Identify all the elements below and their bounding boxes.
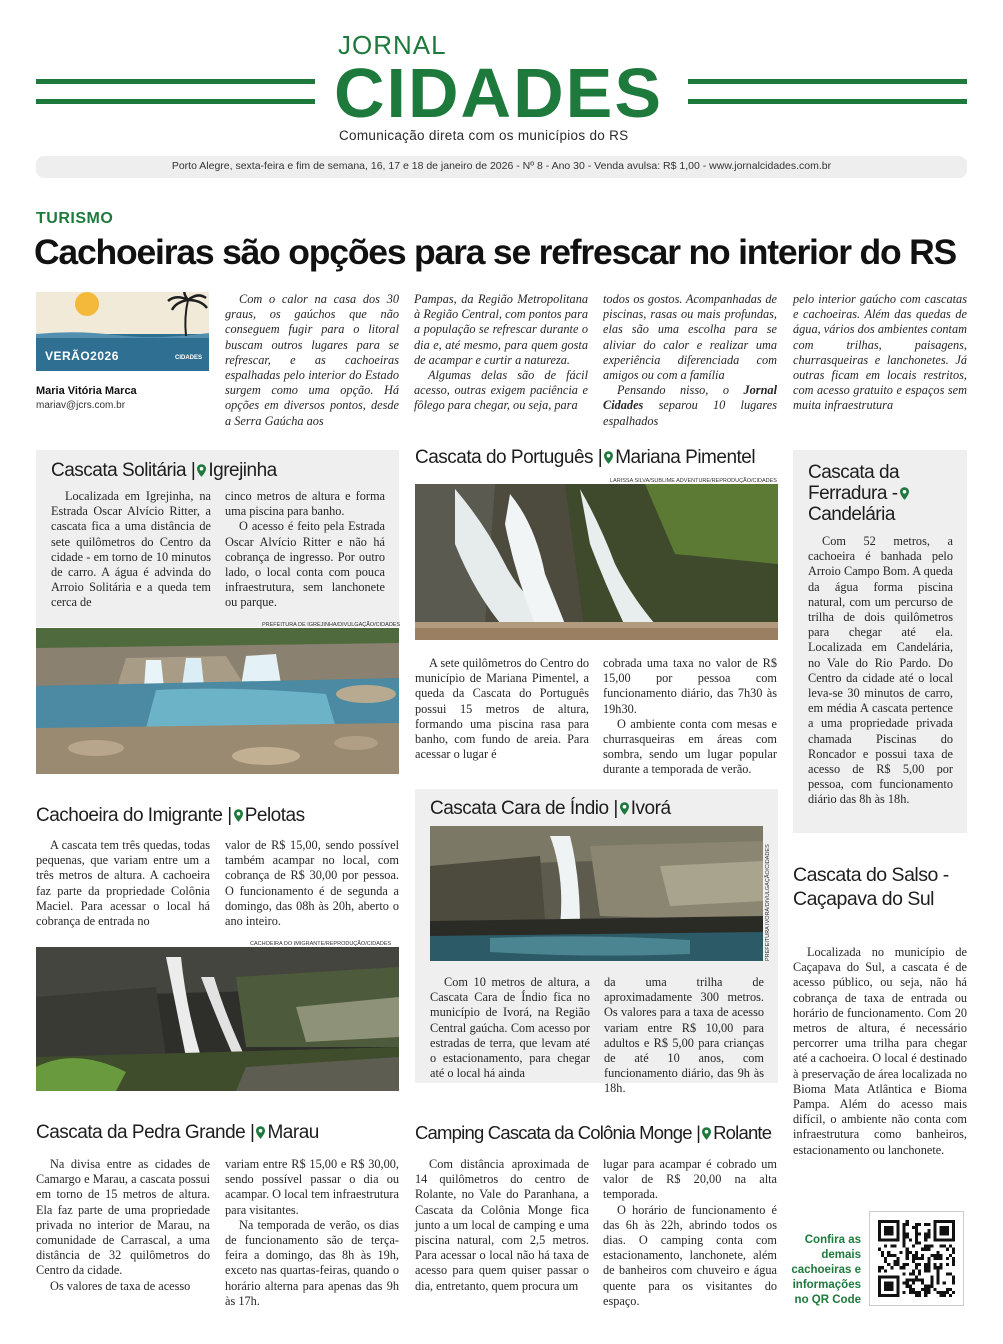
qr-code-icon xyxy=(878,1220,955,1297)
imigrante-col-2: valor de R$ 15,00, sendo possível também acampar no local, com cobrança de R$ 30,00 por pessoa. O funcionamento é de segunda a domingo, das 08h às 20h, aberto o ano inteiro. xyxy=(225,838,399,929)
imigrante-title: Cachoeira do Imigrante | Pelotas xyxy=(36,805,305,826)
portugues-col-1: A sete quilômetros do Centro do município de Mariana Pimentel, a queda da Cascata do Português possui 15 metros de altura, formando uma piscina rasa para banho, com fundo de areia. Para acessar o lugar é xyxy=(415,656,589,762)
colonia-col-1: Com distância aproximada de 14 quilômetros do centro de Rolante, no Vale do Paranhana, a Cascata da Colônia Monge fica junto a um local de camping e uma piscina natural, com 2,5 metros. Para acessar o local não há taxa de acesso para quem quiser passar o dia, entretanto, quem procura um xyxy=(415,1157,589,1293)
intro-col-1: Com o calor na casa dos 30 graus, os gaúchos que não conseguem fugir para o litoral buscam outros lugares para se refrescar, e as cachoeiras espalhadas pelo interior do Estado surgem como uma opção. Há opções em diversos pontos, desde a Serra Gaúcha aos xyxy=(225,292,399,428)
section-label: TURISMO xyxy=(36,210,114,227)
summer-logo-brand: CIDADES xyxy=(175,355,203,361)
summer-logo xyxy=(36,292,209,371)
location-pin-icon xyxy=(702,1127,711,1140)
solitaria-col-2: cinco metros de altura e forma uma piscina para banho. O acesso é feito pela Estrada Oscar Alvício Ritter e não há cobrança de ingresso. Por outro lado, o local conta com pouca infraestrutura, sem lanchonete ou parque. xyxy=(225,489,385,610)
summer-logo-label: VERÃO2026 xyxy=(45,349,119,363)
caraindio-title: Cascata Cara de Índio | Ivorá xyxy=(430,798,671,819)
location-pin-icon xyxy=(197,464,206,477)
qr-code[interactable] xyxy=(869,1211,964,1306)
caraindio-photo-credit: PREFEITURA IVORÁ/DIVULGAÇÃO/CIDADES xyxy=(765,844,771,961)
masthead-tagline: Comunicação direta com os municípios do RS xyxy=(339,128,629,143)
pedragrande-col-2: variam entre R$ 15,00 e R$ 30,00, sendo possível passar o dia ou acampar. O local tem infraestrutura para visitantes. Na temporada de verão, os dias de funcionamento são de terça-feira a domingo, das 8h às 19h, exceto nas quartas-feiras, quando o horário alterna para apenas das 9h às 17h. xyxy=(225,1157,399,1308)
colonia-col-2: lugar para acampar é cobrado um valor de R$ 20,00 na alta temporada. O horário de funcionamento é das 6h às 22h, abrindo todos os dias. O camping conta com estacionamento, lanchonete, além de banheiros com chuveiro e água quente para os visitantes do espaço. xyxy=(603,1157,777,1308)
location-pin-icon xyxy=(234,809,243,822)
masthead-cidades: CIDADES xyxy=(334,54,664,132)
author-name: Maria Vitória Marca xyxy=(36,385,137,397)
pedragrande-title: Cascata da Pedra Grande | Marau xyxy=(36,1122,319,1143)
intro-col-4: pelo interior gaúcho com cascatas e cachoeiras. Além das quedas de água, vários dos ambientes contam com trilhas, paisagens, churrasqueiras e lanchonetes. Já outras ficam em locais restritos, com acesso gratuito e espaços sem muita infraestrutura xyxy=(793,292,967,413)
imigrante-photo xyxy=(36,947,399,1091)
headline: Cachoeiras são opções para se refrescar no interior do RS xyxy=(34,232,957,272)
author-email: mariav@jcrs.com.br xyxy=(36,400,126,411)
solitaria-col-1: Localizada em Igrejinha, na Estrada Oscar Alvício Ritter, a cascata fica a uma distância de sete quilômetros do Centro da cidade - em torno de 10 minutos de carro. A água é advinda do Arroio Solitária e a queda tem cerca de xyxy=(51,489,211,610)
location-pin-icon xyxy=(604,451,613,464)
ferradura-text: Com 52 metros, a cachoeira é banhada pelo Arroio Campo Bom. A queda da água forma piscina natural, com um percurso de trilha de dois quilômetros para chegar até ela. Localizada em Candelária, no Vale do Rio Pardo. Do Centro da cidade até o local leva-se 30 minutos de carro, em média A cascata pertence a uma propriedade privada chamada Piscinas do Roncador e possui taxa de acesso de R$ 5,00 por pessoa, com funcionamento diário das 8h às 18h. xyxy=(808,534,953,807)
salso-title: Cascata do Salso - Caçapava do Sul xyxy=(793,864,949,910)
location-pin-icon xyxy=(256,1126,265,1139)
portugues-photo xyxy=(415,484,778,640)
location-pin-icon xyxy=(620,802,629,815)
intro-col-2: Pampas, da Região Metropolitana à Região Central, com pontos para a população se refrescar durante o dia e, até mesmo, para quem gosta de acampar e curtir a natureza. Algumas delas são de fácil acesso, outras exigem paciência e fôlego para chegar, ou seja, para xyxy=(414,292,588,413)
ferradura-title: Cascata da Ferradura - Candelária xyxy=(808,462,958,525)
caraindio-col-1: Com 10 metros de altura, a Cascata Cara de Índio fica no município de Ivorá, na Região Central gaúcha. Com acesso por estradas de terra, que levam até o estacionamento, para chegar até o local há ainda xyxy=(430,975,590,1081)
qr-caption: Confira as demais cachoeiras e informações no QR Code xyxy=(791,1234,861,1306)
caraindio-col-2: da uma trilha de aproximadamente 300 metros. Os valores para a taxa de acesso variam entre R$ 10,00 para adultos e R$ 5,00 para crianças de até 10 anos, com funcionamento diário, das 9h às 18h. xyxy=(604,975,764,1096)
imigrante-col-1: A cascata tem três quedas, todas pequenas, que variam entre um a três metros de altura. A cachoeira faz parte da propriedade Colônia Maciel. Para acessar o local há cobrança de entrada no xyxy=(36,838,210,929)
colonia-title: Camping Cascata da Colônia Monge | Rolante xyxy=(415,1122,772,1143)
salso-text: Localizada no município de Caçapava do Sul, a cascata é de acesso público, ou seja, não há cobrança de taxa de entrada ou horário de funcionamento. Com 20 metros de altura, é necessário percorrer uma trilha para chegar até a cachoeira. O local é destinado à preservação de área localizada no Bioma Mata Atlântica e Bioma Pampa. Além do acesso mais difícil, o ambiente não conta com infraestrutura como banheiros, estacionamento ou lanchonete. xyxy=(793,945,967,1157)
intro-col-3: todos os gostos. Acompanhadas de piscinas, rasas ou mais profundas, elas são uma escolha para se aliviar do calor e realizar uma experiência diferenciada com amigos ou com a família Pensando nisso, o Jornal Cidades separou 10 lugares espalhados xyxy=(603,292,777,428)
imigrante-photo-credit: CACHOEIRA DO IMIGRANTE/REPRODUÇÃO/CIDADES xyxy=(250,941,392,947)
location-pin-icon xyxy=(900,487,909,500)
pedragrande-col-1: Na divisa entre as cidades de Camargo e Marau, a cascata possui em torno de 15 metros de altura. Ela faz parte de uma propriedade privada no interior de Marau, na comunidade de Carrascal, a uma distância de 32 quilômetros do Centro da cidade. Os valores de taxa de acesso xyxy=(36,1157,210,1293)
solitaria-photo-credit: PREFEITURA DE IGREJINHA/DIVULGAÇÃO/CIDADES xyxy=(262,622,401,628)
solitaria-photo xyxy=(36,628,399,774)
solitaria-title: Cascata Solitária | Igrejinha xyxy=(51,460,277,481)
portugues-photo-credit: LARISSA SILVA/SUBLIME ADVENTURE/REPRODUÇÃO/CIDADES xyxy=(610,478,777,484)
masthead-jornal: JORNAL xyxy=(338,30,447,60)
portugues-col-2: cobrada uma taxa no valor de R$ 15,00 por pessoa com funcionamento diário, das 7h30 às 19h30. O ambiente conta com mesas e churrasqueiras em áreas com sombra, sendo um lugar popular durante a temporada de verão. xyxy=(603,656,777,777)
dateline: Porto Alegre, sexta-feira e fim de semana, 16, 17 e 18 de janeiro de 2026 - Nº 8 - Ano 30 - Venda avulsa: R$ 1,00 - www.jornalcidades.com.br xyxy=(171,160,832,172)
caraindio-photo xyxy=(430,826,763,961)
portugues-title: Cascata do Português | Mariana Pimentel xyxy=(415,447,756,468)
